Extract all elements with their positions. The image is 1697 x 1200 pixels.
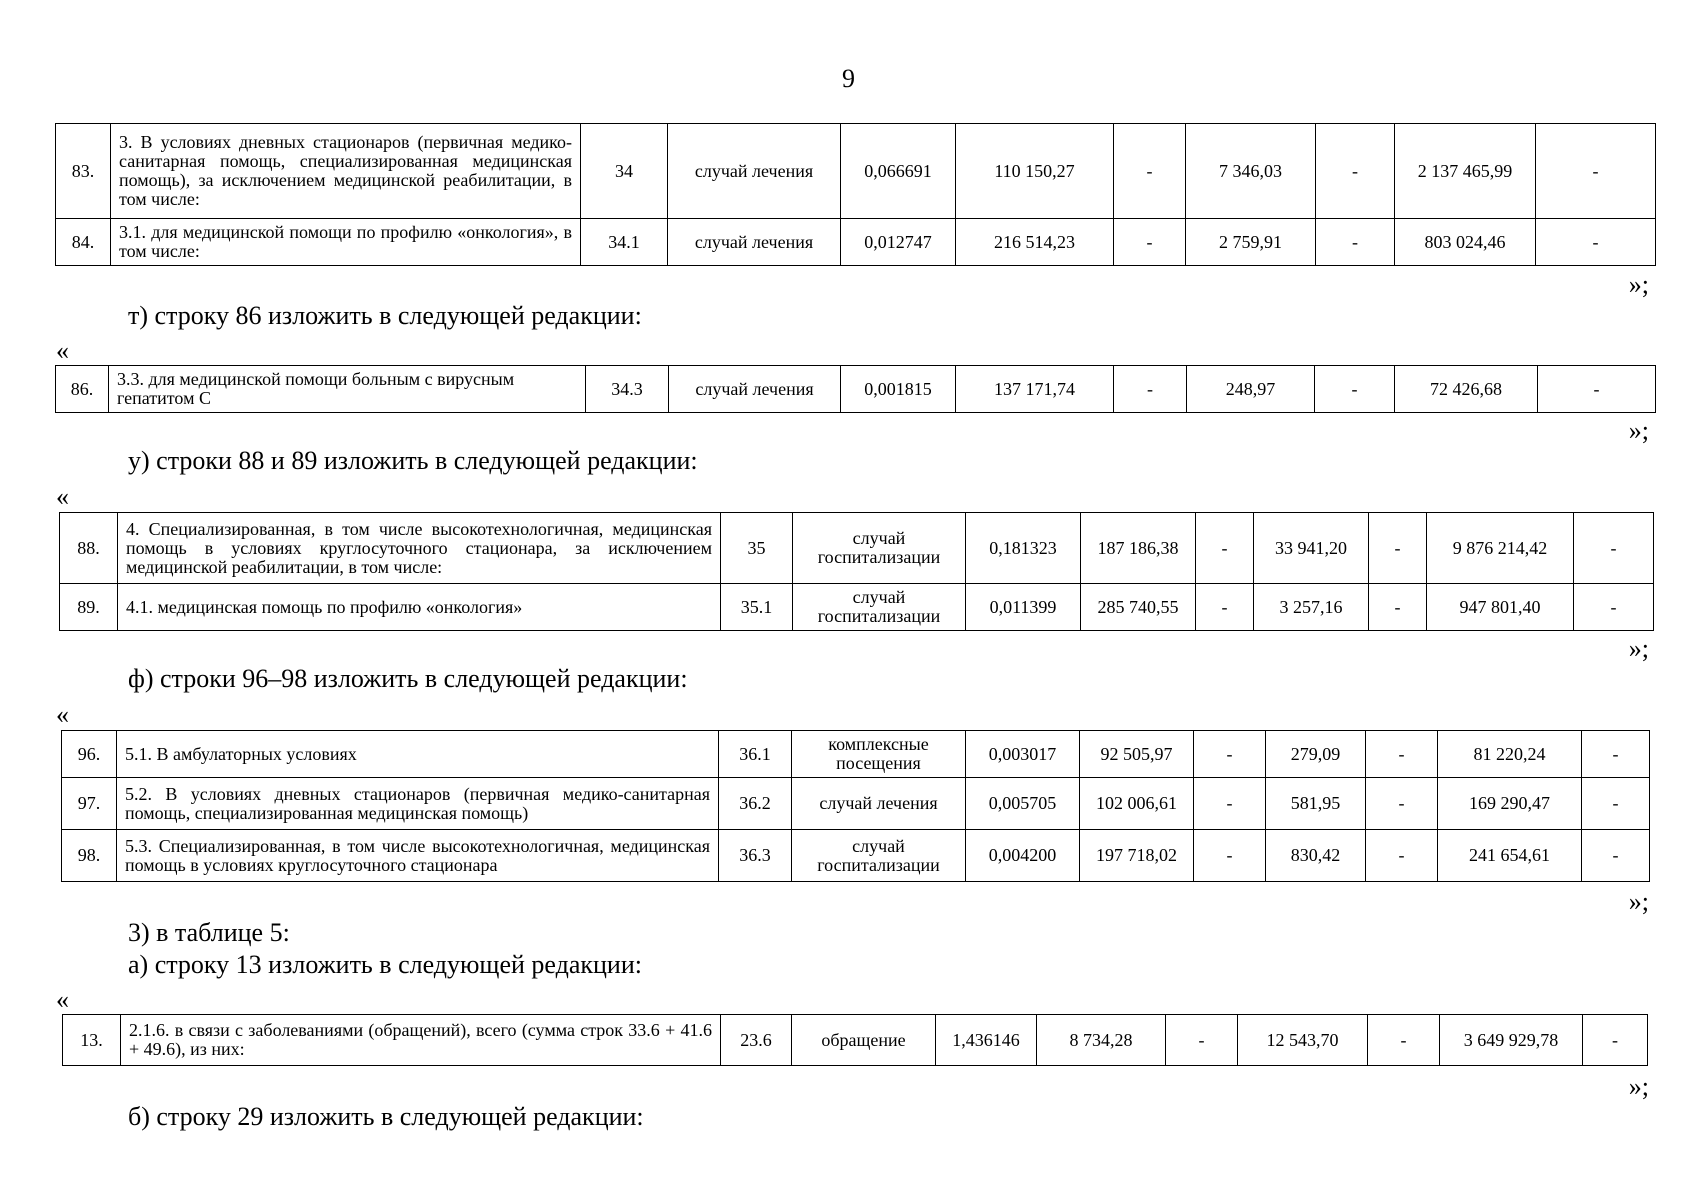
row-code: 23.6 xyxy=(721,1015,792,1066)
row-value-4: 241 654,61 xyxy=(1438,830,1582,882)
row-code: 35 xyxy=(721,513,793,584)
row-value-2: 248,97 xyxy=(1187,366,1315,413)
closing-quote: »; xyxy=(1628,270,1649,299)
row-cost: 216 514,23 xyxy=(956,219,1114,266)
row-value-2: 7 346,03 xyxy=(1186,124,1316,219)
row-value-5: - xyxy=(1582,830,1650,882)
row-number: 83. xyxy=(56,124,111,219)
row-code: 34 xyxy=(581,124,668,219)
row-value-3: - xyxy=(1316,219,1395,266)
row-value-3: - xyxy=(1369,584,1427,631)
row-cost: 197 718,02 xyxy=(1080,830,1194,882)
table-row xyxy=(62,731,1650,778)
row-cost: 137 171,74 xyxy=(956,366,1114,413)
row-cost: 285 740,55 xyxy=(1081,584,1196,631)
row-value-2: 581,95 xyxy=(1266,778,1366,830)
heading-t: т) строку 86 изложить в следующей редакции: xyxy=(128,301,642,330)
row-number: 13. xyxy=(63,1015,121,1066)
row-unit: случай госпитализации xyxy=(793,584,966,631)
page-number: 9 xyxy=(842,64,855,93)
table-row xyxy=(56,366,1656,413)
table-rows-88-89 xyxy=(59,512,1654,631)
row-value-4: 803 024,46 xyxy=(1395,219,1536,266)
row-value-1: - xyxy=(1114,124,1186,219)
row-number: 88. xyxy=(60,513,118,584)
row-description: 3.3. для медицинской помощи больным с вирусным гепатитом С xyxy=(109,366,586,413)
row-description: 5.2. В условиях дневных стационаров (первичная медико-санитарная помощь, специализированная медицинская помощь) xyxy=(117,778,719,830)
row-value-4: 81 220,24 xyxy=(1438,731,1582,778)
row-description: 3. В условиях дневных стационаров (первичная медико-санитарная помощь, специализированная медицинская помощь), за исключением медицинской реабилитации, в том числе: xyxy=(111,124,581,219)
row-value-1: - xyxy=(1194,830,1266,882)
row-unit: случай лечения xyxy=(669,366,841,413)
row-description: 4. Специализированная, в том числе высокотехнологичная, медицинская помощь в условиях круглосуточного стационара, за исключением медицинской реабилитации, в том числе: xyxy=(118,513,721,584)
closing-quote: »; xyxy=(1628,634,1649,663)
row-cost: 102 006,61 xyxy=(1080,778,1194,830)
row-unit: случай лечения xyxy=(668,219,841,266)
row-number: 98. xyxy=(62,830,117,882)
heading-u: у) строки 88 и 89 изложить в следующей редакции: xyxy=(128,446,698,475)
row-value-5: - xyxy=(1536,124,1656,219)
row-value-3: - xyxy=(1369,513,1427,584)
row-value-2: 33 941,20 xyxy=(1254,513,1369,584)
row-value-3: - xyxy=(1368,1015,1440,1066)
row-unit: случай госпитализации xyxy=(792,830,966,882)
row-value-1: - xyxy=(1114,366,1187,413)
row-value-5: - xyxy=(1582,778,1650,830)
row-norm: 0,001815 xyxy=(841,366,956,413)
row-description: 5.1. В амбулаторных условиях xyxy=(117,731,719,778)
row-number: 96. xyxy=(62,731,117,778)
row-code: 34.1 xyxy=(581,219,668,266)
heading-table5: 3) в таблице 5: xyxy=(128,918,290,947)
row-value-2: 12 543,70 xyxy=(1238,1015,1368,1066)
row-value-3: - xyxy=(1315,366,1395,413)
row-value-4: 947 801,40 xyxy=(1427,584,1574,631)
table-row xyxy=(62,778,1650,830)
row-value-3: - xyxy=(1366,778,1438,830)
table-row xyxy=(56,124,1656,219)
row-value-5: - xyxy=(1582,731,1650,778)
row-value-5: - xyxy=(1538,366,1656,413)
row-cost: 92 505,97 xyxy=(1080,731,1194,778)
row-unit: случай лечения xyxy=(668,124,841,219)
row-description: 4.1. медицинская помощь по профилю «онкология» xyxy=(118,584,721,631)
opening-quote: « xyxy=(56,985,69,1014)
row-value-4: 169 290,47 xyxy=(1438,778,1582,830)
row-code: 34.3 xyxy=(586,366,669,413)
closing-quote: »; xyxy=(1628,416,1649,445)
row-code: 35.1 xyxy=(721,584,793,631)
row-value-2: 3 257,16 xyxy=(1254,584,1369,631)
row-cost: 110 150,27 xyxy=(956,124,1114,219)
row-value-1: - xyxy=(1194,778,1266,830)
row-description: 3.1. для медицинской помощи по профилю «онкология», в том числе: xyxy=(111,219,581,266)
closing-quote: »; xyxy=(1628,887,1649,916)
row-unit: обращение xyxy=(792,1015,936,1066)
row-norm: 0,012747 xyxy=(841,219,956,266)
row-value-1: - xyxy=(1196,584,1254,631)
row-value-4: 3 649 929,78 xyxy=(1440,1015,1583,1066)
row-norm: 0,011399 xyxy=(966,584,1081,631)
row-code: 36.3 xyxy=(719,830,792,882)
row-norm: 0,181323 xyxy=(966,513,1081,584)
row-number: 86. xyxy=(56,366,109,413)
row-value-1: - xyxy=(1114,219,1186,266)
row-value-1: - xyxy=(1194,731,1266,778)
table-row xyxy=(56,219,1656,266)
row-norm: 0,003017 xyxy=(966,731,1080,778)
closing-quote: »; xyxy=(1628,1072,1649,1101)
opening-quote: « xyxy=(56,336,69,365)
row-unit: случай лечения xyxy=(792,778,966,830)
heading-b: б) строку 29 изложить в следующей редакции: xyxy=(128,1102,644,1131)
row-description: 5.3. Специализированная, в том числе высокотехнологичная, медицинская помощь в условиях круглосуточного стационара xyxy=(117,830,719,882)
row-value-3: - xyxy=(1316,124,1395,219)
row-value-1: - xyxy=(1196,513,1254,584)
row-norm: 0,066691 xyxy=(841,124,956,219)
opening-quote: « xyxy=(56,482,69,511)
row-norm: 0,005705 xyxy=(966,778,1080,830)
row-value-2: 2 759,91 xyxy=(1186,219,1316,266)
row-unit: комплексные посещения xyxy=(792,731,966,778)
row-code: 36.2 xyxy=(719,778,792,830)
row-cost: 8 734,28 xyxy=(1037,1015,1166,1066)
table-row-86 xyxy=(55,365,1656,413)
row-number: 97. xyxy=(62,778,117,830)
row-value-2: 830,42 xyxy=(1266,830,1366,882)
table-row xyxy=(63,1015,1648,1066)
row-value-5: - xyxy=(1583,1015,1648,1066)
row-value-4: 9 876 214,42 xyxy=(1427,513,1574,584)
heading-f: ф) строки 96–98 изложить в следующей редакции: xyxy=(128,664,688,693)
row-value-3: - xyxy=(1366,830,1438,882)
table-rows-83-84 xyxy=(55,123,1656,266)
row-value-3: - xyxy=(1366,731,1438,778)
row-value-5: - xyxy=(1574,584,1654,631)
table-rows-96-98 xyxy=(61,730,1650,882)
row-norm: 1,436146 xyxy=(936,1015,1037,1066)
heading-a: а) строку 13 изложить в следующей редакции: xyxy=(128,950,642,979)
row-number: 89. xyxy=(60,584,118,631)
row-unit: случай госпитализации xyxy=(793,513,966,584)
row-description: 2.1.6. в связи с заболеваниями (обращений), всего (сумма строк 33.6 + 41.6 + 49.6), из них: xyxy=(121,1015,721,1066)
row-number: 84. xyxy=(56,219,111,266)
row-code: 36.1 xyxy=(719,731,792,778)
row-value-2: 279,09 xyxy=(1266,731,1366,778)
table-row xyxy=(60,513,1654,584)
row-value-1: - xyxy=(1166,1015,1238,1066)
row-value-5: - xyxy=(1536,219,1656,266)
opening-quote: « xyxy=(56,700,69,729)
row-norm: 0,004200 xyxy=(966,830,1080,882)
row-value-5: - xyxy=(1574,513,1654,584)
row-value-4: 72 426,68 xyxy=(1395,366,1538,413)
table-row xyxy=(62,830,1650,882)
table-row xyxy=(60,584,1654,631)
table-row-13 xyxy=(62,1014,1648,1066)
row-value-4: 2 137 465,99 xyxy=(1395,124,1536,219)
row-cost: 187 186,38 xyxy=(1081,513,1196,584)
